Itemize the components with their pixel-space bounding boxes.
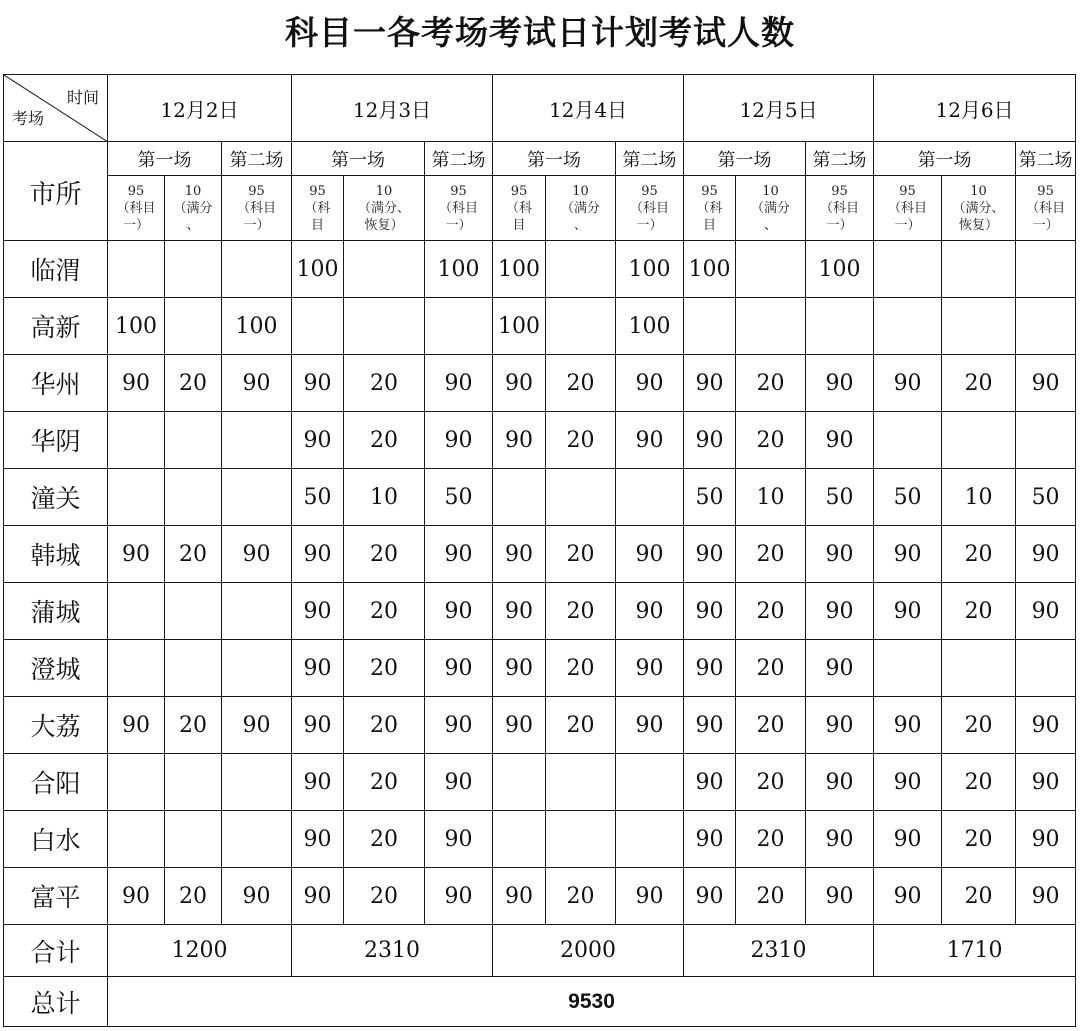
table-row xyxy=(4,583,1076,640)
subcolumn-header xyxy=(806,176,874,241)
subcolumn-header xyxy=(493,176,546,241)
subcolumn-header-line: 95 xyxy=(450,183,467,199)
subcolumn-header-line: （满分、 xyxy=(952,200,1005,216)
table-row xyxy=(4,811,1076,868)
value-cell: 90 xyxy=(493,583,546,640)
station-name: 华阴 xyxy=(4,412,108,469)
value-cell: 20 xyxy=(344,811,425,868)
value-cell xyxy=(942,298,1016,355)
value-cell: 20 xyxy=(736,640,806,697)
value-cell: 90 xyxy=(1016,583,1076,640)
value-cell: 20 xyxy=(546,640,616,697)
exam-schedule-table xyxy=(3,74,1076,1027)
value-cell: 20 xyxy=(344,583,425,640)
subcolumn-header-line: 一） xyxy=(122,217,149,233)
grand-total-value: 9530 xyxy=(108,977,1076,1027)
subcolumn-header xyxy=(165,176,222,241)
value-cell: 20 xyxy=(546,355,616,412)
grand-total-label: 总计 xyxy=(4,977,108,1027)
value-cell: 90 xyxy=(222,868,292,925)
value-cell xyxy=(108,469,165,526)
subcolumn-header-line: 95 xyxy=(127,183,145,199)
value-cell: 90 xyxy=(806,526,874,583)
subcolumn-header-line: （科目 xyxy=(439,200,479,216)
subcolumn-header xyxy=(344,176,425,241)
value-cell: 20 xyxy=(736,811,806,868)
value-cell: 90 xyxy=(874,697,942,754)
value-cell xyxy=(108,412,165,469)
subcolumn-header-line: 95 xyxy=(248,183,265,199)
subcolumn-header-line: 、 xyxy=(574,217,588,233)
session-first-header: 第一场 xyxy=(108,142,222,176)
date-header: 12月3日 xyxy=(292,75,493,142)
value-cell: 90 xyxy=(493,868,546,925)
subcolumn-header-line: （科目 xyxy=(630,200,670,216)
value-cell: 90 xyxy=(684,868,736,925)
value-cell: 90 xyxy=(292,355,344,412)
value-cell xyxy=(165,754,222,811)
value-cell xyxy=(1016,241,1076,298)
subcolumn-header-line: （满分、 xyxy=(358,200,411,216)
page-title: 科目一各考场考试日计划考试人数 xyxy=(285,13,795,52)
value-cell: 20 xyxy=(546,412,616,469)
value-cell: 90 xyxy=(222,697,292,754)
subcolumn-header-line: 目 xyxy=(311,217,325,233)
corner-station-label: 考场 xyxy=(12,109,45,128)
value-cell: 20 xyxy=(165,526,222,583)
value-cell xyxy=(344,241,425,298)
value-cell: 90 xyxy=(684,355,736,412)
session-first-header: 第一场 xyxy=(493,142,616,176)
station-name: 大荔 xyxy=(4,697,108,754)
value-cell: 20 xyxy=(344,640,425,697)
corner-time-label: 时间 xyxy=(66,88,99,107)
subcolumn-header xyxy=(292,176,344,241)
value-cell xyxy=(942,640,1016,697)
session-second-header: 第二场 xyxy=(222,142,292,176)
value-cell: 90 xyxy=(806,811,874,868)
value-cell xyxy=(874,241,942,298)
subcolumn-header-line: 95 xyxy=(701,183,718,199)
table-row xyxy=(4,412,1076,469)
value-cell xyxy=(222,469,292,526)
value-cell: 50 xyxy=(1016,469,1076,526)
value-cell: 20 xyxy=(165,355,222,412)
value-cell: 90 xyxy=(425,754,493,811)
value-cell: 20 xyxy=(344,355,425,412)
value-cell: 90 xyxy=(874,583,942,640)
value-cell xyxy=(493,754,546,811)
table-row xyxy=(4,526,1076,583)
value-cell: 90 xyxy=(292,811,344,868)
value-cell: 50 xyxy=(874,469,942,526)
value-cell: 20 xyxy=(942,583,1016,640)
subcolumn-header-line: 10 xyxy=(184,183,202,199)
station-name: 韩城 xyxy=(4,526,108,583)
value-cell: 90 xyxy=(1016,811,1076,868)
subcolumn-header xyxy=(425,176,493,241)
value-cell xyxy=(222,640,292,697)
subcolumn-header xyxy=(616,176,684,241)
value-cell: 90 xyxy=(684,526,736,583)
subcolumn-header xyxy=(108,176,165,241)
value-cell xyxy=(1016,412,1076,469)
value-cell xyxy=(616,811,684,868)
subcolumn-header-line: （科目 xyxy=(820,200,860,216)
value-cell: 50 xyxy=(684,469,736,526)
subcolumn-header xyxy=(874,176,942,241)
subcolumn-header xyxy=(684,176,736,241)
value-cell: 90 xyxy=(806,868,874,925)
table-row xyxy=(4,754,1076,811)
value-cell: 20 xyxy=(736,697,806,754)
value-cell: 90 xyxy=(425,697,493,754)
station-name: 高新 xyxy=(4,298,108,355)
station-name: 澄城 xyxy=(4,640,108,697)
value-cell: 90 xyxy=(292,412,344,469)
value-cell: 90 xyxy=(1016,868,1076,925)
value-cell xyxy=(493,469,546,526)
subcolumn-header-line: （科目 xyxy=(237,200,277,216)
value-cell: 10 xyxy=(344,469,425,526)
subcolumn-header xyxy=(222,176,292,241)
value-cell: 90 xyxy=(425,583,493,640)
subcolumn-header-line: 目 xyxy=(512,217,526,233)
value-cell: 90 xyxy=(616,355,684,412)
subcolumn-header-line: 一） xyxy=(636,217,663,233)
value-cell: 20 xyxy=(736,412,806,469)
value-cell: 90 xyxy=(616,412,684,469)
session-first-header: 第一场 xyxy=(292,142,425,176)
subcolumn-header-line: （科目 xyxy=(888,200,928,216)
value-cell xyxy=(222,241,292,298)
value-cell: 90 xyxy=(292,754,344,811)
value-cell xyxy=(942,412,1016,469)
subcolumn-header-line: （科目 xyxy=(116,200,156,216)
value-cell: 90 xyxy=(1016,526,1076,583)
value-cell xyxy=(684,298,736,355)
value-cell: 90 xyxy=(493,697,546,754)
subcolumn-header xyxy=(736,176,806,241)
value-cell xyxy=(736,241,806,298)
table-row xyxy=(4,697,1076,754)
subcolumn-header-line: （科目 xyxy=(1026,200,1066,216)
value-cell xyxy=(616,754,684,811)
value-cell: 90 xyxy=(616,697,684,754)
value-cell: 90 xyxy=(292,640,344,697)
session-second-header: 第二场 xyxy=(425,142,493,176)
session-second-header: 第二场 xyxy=(806,142,874,176)
value-cell: 20 xyxy=(546,697,616,754)
value-cell xyxy=(546,298,616,355)
station-name: 白水 xyxy=(4,811,108,868)
value-cell: 90 xyxy=(616,640,684,697)
subcolumn-header-line: 一） xyxy=(243,217,270,233)
value-cell: 90 xyxy=(684,811,736,868)
table-row xyxy=(4,355,1076,412)
value-cell: 10 xyxy=(736,469,806,526)
subcolumn-header-line: 、 xyxy=(764,217,778,233)
value-cell: 90 xyxy=(493,355,546,412)
value-cell: 20 xyxy=(546,526,616,583)
value-cell: 90 xyxy=(292,868,344,925)
value-cell xyxy=(425,298,493,355)
value-cell xyxy=(493,811,546,868)
subtotal-label: 合计 xyxy=(4,925,108,977)
value-cell xyxy=(546,754,616,811)
value-cell xyxy=(806,298,874,355)
value-cell: 10 xyxy=(942,469,1016,526)
table-row xyxy=(4,298,1076,355)
subcolumn-header-line: 10 xyxy=(375,183,393,199)
subcolumn-header-line: 95 xyxy=(831,183,848,199)
value-cell: 20 xyxy=(736,583,806,640)
value-cell xyxy=(942,241,1016,298)
value-cell: 20 xyxy=(942,868,1016,925)
station-column-header: 市所 xyxy=(4,142,108,241)
value-cell xyxy=(222,412,292,469)
value-cell: 20 xyxy=(736,868,806,925)
daily-total-cell: 2310 xyxy=(684,925,874,977)
subcolumn-header-line: （满分 xyxy=(173,200,213,216)
station-name: 华州 xyxy=(4,355,108,412)
value-cell: 50 xyxy=(292,469,344,526)
subcolumn-header-line: 恢复） xyxy=(959,217,999,233)
value-cell xyxy=(165,583,222,640)
daily-total-cell: 1200 xyxy=(108,925,292,977)
value-cell xyxy=(546,811,616,868)
date-header: 12月4日 xyxy=(493,75,684,142)
date-header-row xyxy=(4,75,1076,142)
subcolumn-header xyxy=(942,176,1016,241)
value-cell: 20 xyxy=(165,868,222,925)
subcolumn-header-line: 一） xyxy=(826,217,853,233)
value-cell: 20 xyxy=(736,754,806,811)
station-name: 合阳 xyxy=(4,754,108,811)
subcolumn-header-line: 95 xyxy=(641,183,658,199)
value-cell: 20 xyxy=(942,355,1016,412)
value-cell: 90 xyxy=(684,583,736,640)
value-cell xyxy=(165,811,222,868)
station-name: 富平 xyxy=(4,868,108,925)
corner-header-cell xyxy=(4,75,108,142)
table-row xyxy=(4,469,1076,526)
session-header-row xyxy=(4,142,1076,176)
value-cell: 90 xyxy=(806,697,874,754)
value-cell: 90 xyxy=(1016,697,1076,754)
value-cell: 20 xyxy=(344,754,425,811)
subcolumn-header-line: 10 xyxy=(762,183,779,199)
subcolumn-header-line: （科 xyxy=(506,200,533,216)
session-first-header: 第一场 xyxy=(684,142,806,176)
value-cell xyxy=(546,469,616,526)
value-cell: 90 xyxy=(425,640,493,697)
value-cell: 20 xyxy=(942,526,1016,583)
value-cell: 90 xyxy=(616,583,684,640)
value-cell xyxy=(165,469,222,526)
value-cell: 90 xyxy=(806,412,874,469)
value-cell: 90 xyxy=(684,640,736,697)
value-cell: 90 xyxy=(108,697,165,754)
value-cell: 20 xyxy=(942,697,1016,754)
value-cell xyxy=(108,241,165,298)
value-cell xyxy=(344,298,425,355)
value-cell xyxy=(165,640,222,697)
value-cell xyxy=(874,298,942,355)
value-cell: 90 xyxy=(616,526,684,583)
value-cell xyxy=(874,640,942,697)
session-second-header: 第二场 xyxy=(1016,142,1076,176)
value-cell: 20 xyxy=(344,697,425,754)
value-cell: 90 xyxy=(806,355,874,412)
value-cell: 90 xyxy=(874,754,942,811)
value-cell xyxy=(165,412,222,469)
daily-total-cell: 2000 xyxy=(493,925,684,977)
value-cell xyxy=(616,469,684,526)
subcolumn-header-line: 10 xyxy=(970,183,987,199)
value-cell: 90 xyxy=(616,868,684,925)
value-cell: 90 xyxy=(292,526,344,583)
value-cell xyxy=(1016,298,1076,355)
value-cell: 90 xyxy=(684,754,736,811)
subcolumn-header-line: 、 xyxy=(186,217,200,233)
value-cell: 100 xyxy=(616,298,684,355)
subcolumn-header-line: （满分 xyxy=(561,200,601,216)
subcolumn-header-line: 95 xyxy=(1037,183,1054,199)
value-cell xyxy=(165,298,222,355)
value-cell xyxy=(736,298,806,355)
value-cell: 90 xyxy=(806,583,874,640)
value-cell: 90 xyxy=(292,697,344,754)
date-header: 12月6日 xyxy=(874,75,1076,142)
session-second-header: 第二场 xyxy=(616,142,684,176)
value-cell: 20 xyxy=(165,697,222,754)
value-cell: 20 xyxy=(546,868,616,925)
subcolumn-header xyxy=(546,176,616,241)
subcolumn-header-line: （满分 xyxy=(751,200,791,216)
value-cell: 90 xyxy=(874,868,942,925)
subcolumn-header-line: 一） xyxy=(445,217,472,233)
table-row xyxy=(4,868,1076,925)
subcolumn-header xyxy=(1016,176,1076,241)
value-cell: 90 xyxy=(425,412,493,469)
subcolumn-header-line: 一） xyxy=(1032,217,1059,233)
subcolumn-header-line: 目 xyxy=(703,217,717,233)
subcolumn-header-line: 95 xyxy=(309,183,326,199)
value-cell xyxy=(1016,640,1076,697)
value-cell: 50 xyxy=(806,469,874,526)
value-cell xyxy=(108,640,165,697)
value-cell xyxy=(874,412,942,469)
station-name: 潼关 xyxy=(4,469,108,526)
session-first-header: 第一场 xyxy=(874,142,1016,176)
value-cell: 90 xyxy=(108,868,165,925)
daily-total-cell: 1710 xyxy=(874,925,1076,977)
subcolumn-header-row xyxy=(4,176,1076,241)
value-cell: 90 xyxy=(222,526,292,583)
value-cell: 90 xyxy=(108,355,165,412)
value-cell: 100 xyxy=(493,298,546,355)
value-cell: 20 xyxy=(546,583,616,640)
grand-total-row xyxy=(4,977,1076,1027)
value-cell: 100 xyxy=(493,241,546,298)
value-cell: 90 xyxy=(874,355,942,412)
value-cell: 90 xyxy=(222,355,292,412)
subcolumn-header-line: 10 xyxy=(572,183,589,199)
value-cell: 100 xyxy=(425,241,493,298)
subcolumn-header-line: 95 xyxy=(899,183,916,199)
value-cell: 90 xyxy=(806,754,874,811)
value-cell: 100 xyxy=(222,298,292,355)
value-cell xyxy=(546,241,616,298)
value-cell: 90 xyxy=(684,412,736,469)
value-cell xyxy=(222,583,292,640)
value-cell: 90 xyxy=(108,526,165,583)
value-cell xyxy=(165,241,222,298)
value-cell xyxy=(292,298,344,355)
date-header: 12月5日 xyxy=(684,75,874,142)
value-cell: 100 xyxy=(806,241,874,298)
value-cell: 90 xyxy=(292,583,344,640)
value-cell: 20 xyxy=(344,526,425,583)
station-name: 临渭 xyxy=(4,241,108,298)
value-cell xyxy=(222,754,292,811)
value-cell: 90 xyxy=(493,640,546,697)
value-cell: 90 xyxy=(493,412,546,469)
value-cell: 90 xyxy=(684,697,736,754)
value-cell: 20 xyxy=(344,412,425,469)
value-cell: 90 xyxy=(874,526,942,583)
value-cell xyxy=(108,583,165,640)
table-row xyxy=(4,241,1076,298)
value-cell: 20 xyxy=(344,868,425,925)
value-cell: 90 xyxy=(806,640,874,697)
subtotal-row xyxy=(4,925,1076,977)
value-cell: 20 xyxy=(736,526,806,583)
table-row xyxy=(4,640,1076,697)
value-cell: 90 xyxy=(1016,355,1076,412)
value-cell: 90 xyxy=(425,868,493,925)
value-cell: 50 xyxy=(425,469,493,526)
value-cell: 20 xyxy=(942,811,1016,868)
value-cell: 90 xyxy=(874,811,942,868)
value-cell: 100 xyxy=(616,241,684,298)
value-cell: 100 xyxy=(108,298,165,355)
station-name: 蒲城 xyxy=(4,583,108,640)
subcolumn-header-line: 95 xyxy=(510,183,528,199)
value-cell: 20 xyxy=(736,355,806,412)
value-cell: 90 xyxy=(425,811,493,868)
daily-total-cell: 2310 xyxy=(292,925,493,977)
value-cell: 20 xyxy=(942,754,1016,811)
value-cell: 90 xyxy=(1016,754,1076,811)
subcolumn-header-line: 一） xyxy=(894,217,921,233)
value-cell xyxy=(108,811,165,868)
subcolumn-header-line: （科 xyxy=(696,200,723,216)
value-cell: 100 xyxy=(292,241,344,298)
subcolumn-header-line: 恢复） xyxy=(364,217,404,233)
value-cell xyxy=(222,811,292,868)
value-cell: 90 xyxy=(425,355,493,412)
subcolumn-header-line: （科 xyxy=(304,200,331,216)
date-header: 12月2日 xyxy=(108,75,292,142)
value-cell xyxy=(108,754,165,811)
value-cell: 90 xyxy=(425,526,493,583)
value-cell: 90 xyxy=(493,526,546,583)
value-cell: 100 xyxy=(684,241,736,298)
